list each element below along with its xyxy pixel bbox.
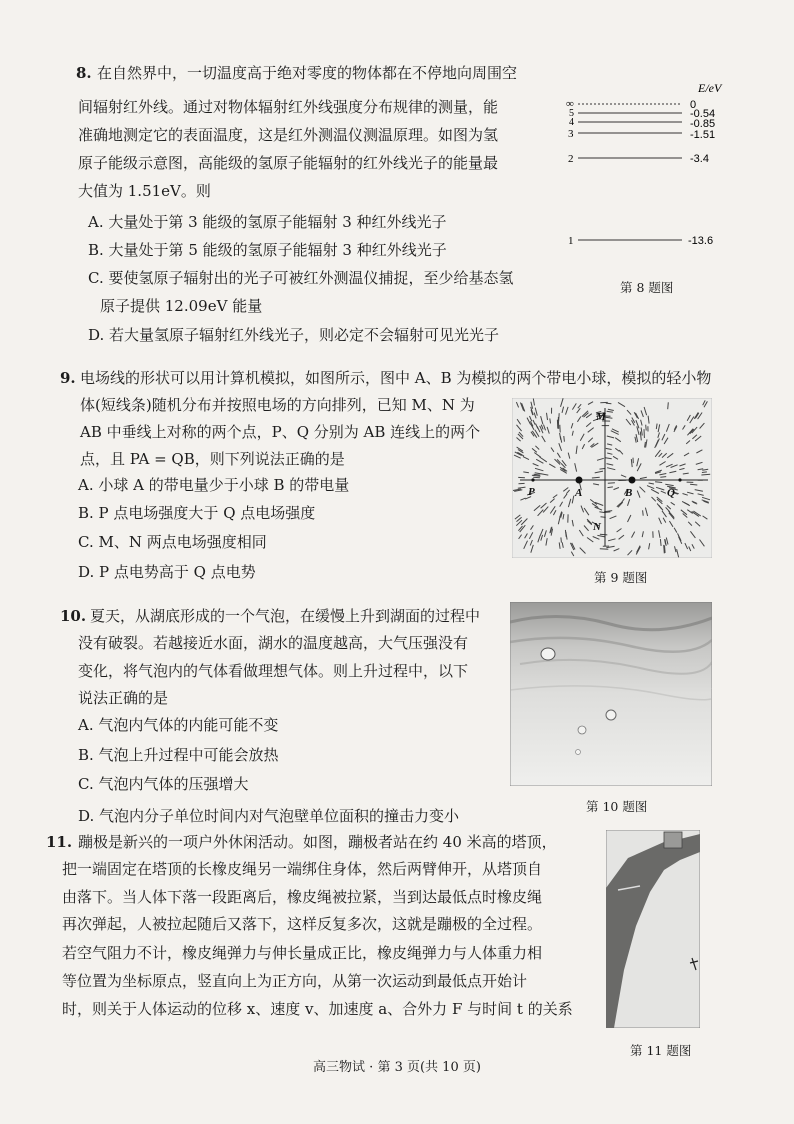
level-n-2: 2 — [568, 153, 574, 165]
q8-option-c-cont: 原子提供 12.09eV 能量 — [100, 297, 263, 315]
bubble-small — [578, 726, 586, 734]
field-dash — [600, 534, 607, 535]
q11-number: 11. — [46, 833, 73, 851]
q10-option-c: C. 气泡内气体的压强增大 — [78, 775, 249, 793]
level-n-5: 5 — [569, 108, 574, 119]
fig9-caption: 第 9 题图 — [594, 570, 648, 585]
charge-b-dot — [629, 477, 636, 484]
q9-line: 体(短线条)随机分布并按照电场的方向排列，已知 M、N 为 — [80, 396, 475, 414]
q10-option-d: D. 气泡内分子单位时间内对气泡壁单位面积的撞击力变小 — [78, 807, 460, 825]
level-energy-3: -1.51 — [690, 129, 716, 141]
field-dash — [608, 487, 613, 488]
q9-line: 点，且 PA = QB，则下列说法正确的是 — [80, 450, 345, 468]
fig11-caption: 第 11 题图 — [630, 1043, 692, 1058]
q11-line: 再次弹起，人被拉起随后又落下，这样反复多次，这就是蹦极的全过程。 — [62, 915, 543, 933]
fig10-caption: 第 10 题图 — [586, 799, 648, 814]
field-dash — [646, 425, 647, 431]
q9-number: 9. — [60, 369, 76, 387]
field-dash — [668, 402, 669, 409]
q9-option-a: A. 小球 A 的带电量少于小球 B 的带电量 — [78, 476, 350, 494]
q8-line: 间辐射红外线。通过对物体辐射红外线强度分布规律的测量，能 — [78, 98, 499, 116]
level-energy-5: -0.54 — [690, 108, 716, 120]
q11-line: 由落下。当人体下落一段距离后，橡皮绳被拉紧，当到达最低点时橡皮绳 — [62, 888, 543, 906]
field-dash — [561, 537, 562, 542]
level-n-inf: ∞ — [566, 98, 574, 110]
q10-line: 没有破裂。若越接近水面，湖水的温度越高，大气压强没有 — [78, 634, 469, 652]
field-dash — [643, 510, 644, 515]
field-dash — [655, 482, 662, 483]
field-dash — [550, 418, 551, 423]
bubble-tiny — [576, 750, 581, 755]
q11-line: 蹦极是新兴的一项户外休闲活动。如图，蹦极者站在约 40 米高的塔顶， — [78, 833, 557, 851]
field-dash — [608, 483, 615, 484]
level-energy-2: -3.4 — [690, 153, 709, 165]
q8-line: 大值为 1.51eV。则 — [78, 182, 211, 200]
q8-option-d: D. 若大量氢原子辐射红外线光子，则必定不会辐射可见光光子 — [88, 326, 500, 344]
level-n-4: 4 — [569, 117, 574, 128]
field-dash — [665, 545, 666, 553]
q9-option-d: D. P 点电势高于 Q 点电势 — [78, 563, 256, 581]
level-energy-inf: 0 — [690, 99, 697, 111]
q8-option-a: A. 大量处于第 3 能级的氢原子能辐射 3 种红外线光子 — [88, 213, 447, 231]
label-p: P — [528, 486, 535, 498]
q8-line: 准确地测定它的表面温度，这是红外测温仪测温原理。如图为氢 — [78, 126, 499, 144]
q8-option-c: C. 要使氢原子辐射出的光子可被红外测温仪捕捉，至少给基态氢 — [88, 269, 514, 287]
point-q-dot — [678, 478, 681, 481]
label-b: B — [625, 487, 633, 499]
q10-option-a: A. 气泡内气体的内能可能不变 — [78, 716, 279, 734]
q11-line: 等位置为坐标原点，竖直向上为正方向，从第一次运动到最低点开始计 — [62, 972, 528, 990]
energy-axis-label: E/eV — [698, 81, 722, 95]
q8-number: 8. — [76, 64, 92, 82]
bubble-medium — [606, 710, 616, 720]
q10-line: 变化，将气泡内的气体看做理想气体。则上升过程中，以下 — [78, 662, 469, 680]
energy-level-diagram — [560, 78, 730, 278]
q8-line: 原子能级示意图，高能级的氢原子能辐射的红外线光子的能量最 — [78, 154, 499, 172]
q8-option-b: B. 大量处于第 5 能级的氢原子能辐射 3 种红外线光子 — [88, 241, 447, 259]
bubble-large — [541, 648, 555, 660]
field-dash — [606, 403, 612, 404]
q9-line: AB 中垂线上对称的两个点，P、Q 分别为 AB 连线上的两个 — [80, 423, 481, 441]
tower-platform — [664, 832, 682, 848]
field-dash — [660, 539, 661, 546]
field-dash — [660, 477, 666, 478]
q10-number: 10. — [60, 607, 87, 625]
charge-a-dot — [576, 477, 583, 484]
label-q: Q — [667, 487, 675, 499]
q10-option-b: B. 气泡上升过程中可能会放热 — [78, 746, 279, 764]
level-n-1: 1 — [568, 235, 574, 247]
q8-line: 在自然界中，一切温度高于绝对零度的物体都在不停地向周围空 — [97, 64, 518, 82]
q11-line: 若空气阻力不计，橡皮绳弹力与伸长量成正比，橡皮绳弹力与人体重力相 — [62, 944, 543, 962]
q9-option-b: B. P 点电场强度大于 Q 点电场强度 — [78, 504, 316, 522]
label-n: N — [593, 521, 601, 533]
bubble-photo — [510, 602, 712, 786]
q10-line: 说法正确的是 — [78, 689, 169, 707]
label-a: A — [575, 487, 583, 499]
q11-line: 时，则关于人体运动的位移 x、速度 v、加速度 a、合外力 F 与时间 t 的关系 — [62, 1000, 573, 1018]
q11-line: 把一端固定在塔顶的长橡皮绳另一端绑住身体，然后两臂伸开，从塔顶自 — [62, 860, 543, 878]
level-energy-4: -0.85 — [690, 118, 716, 130]
page-footer: 高三物试 · 第 3 页(共 10 页) — [313, 1060, 481, 1075]
field-dash — [564, 436, 565, 442]
point-p-dot — [531, 478, 534, 481]
q10-line: 夏天，从湖底形成的一个气泡，在缓慢上升到湖面的过程中 — [90, 607, 481, 625]
bungee-photo — [606, 830, 700, 1028]
label-m: M — [596, 411, 606, 423]
q9-option-c: C. M、N 两点电场强度相同 — [78, 533, 267, 551]
field-dash — [533, 477, 540, 478]
field-dash — [690, 484, 697, 485]
q9-line: 电场线的形状可以用计算机模拟，如图所示，图中 A、B 为模拟的两个带电小球，模拟的轻小物 — [80, 369, 712, 387]
fig8-caption: 第 8 题图 — [620, 280, 674, 295]
level-energy-1: -13.6 — [688, 235, 714, 247]
field-dash — [702, 472, 707, 473]
electric-field-figure — [512, 398, 712, 558]
level-n-3: 3 — [568, 128, 574, 140]
